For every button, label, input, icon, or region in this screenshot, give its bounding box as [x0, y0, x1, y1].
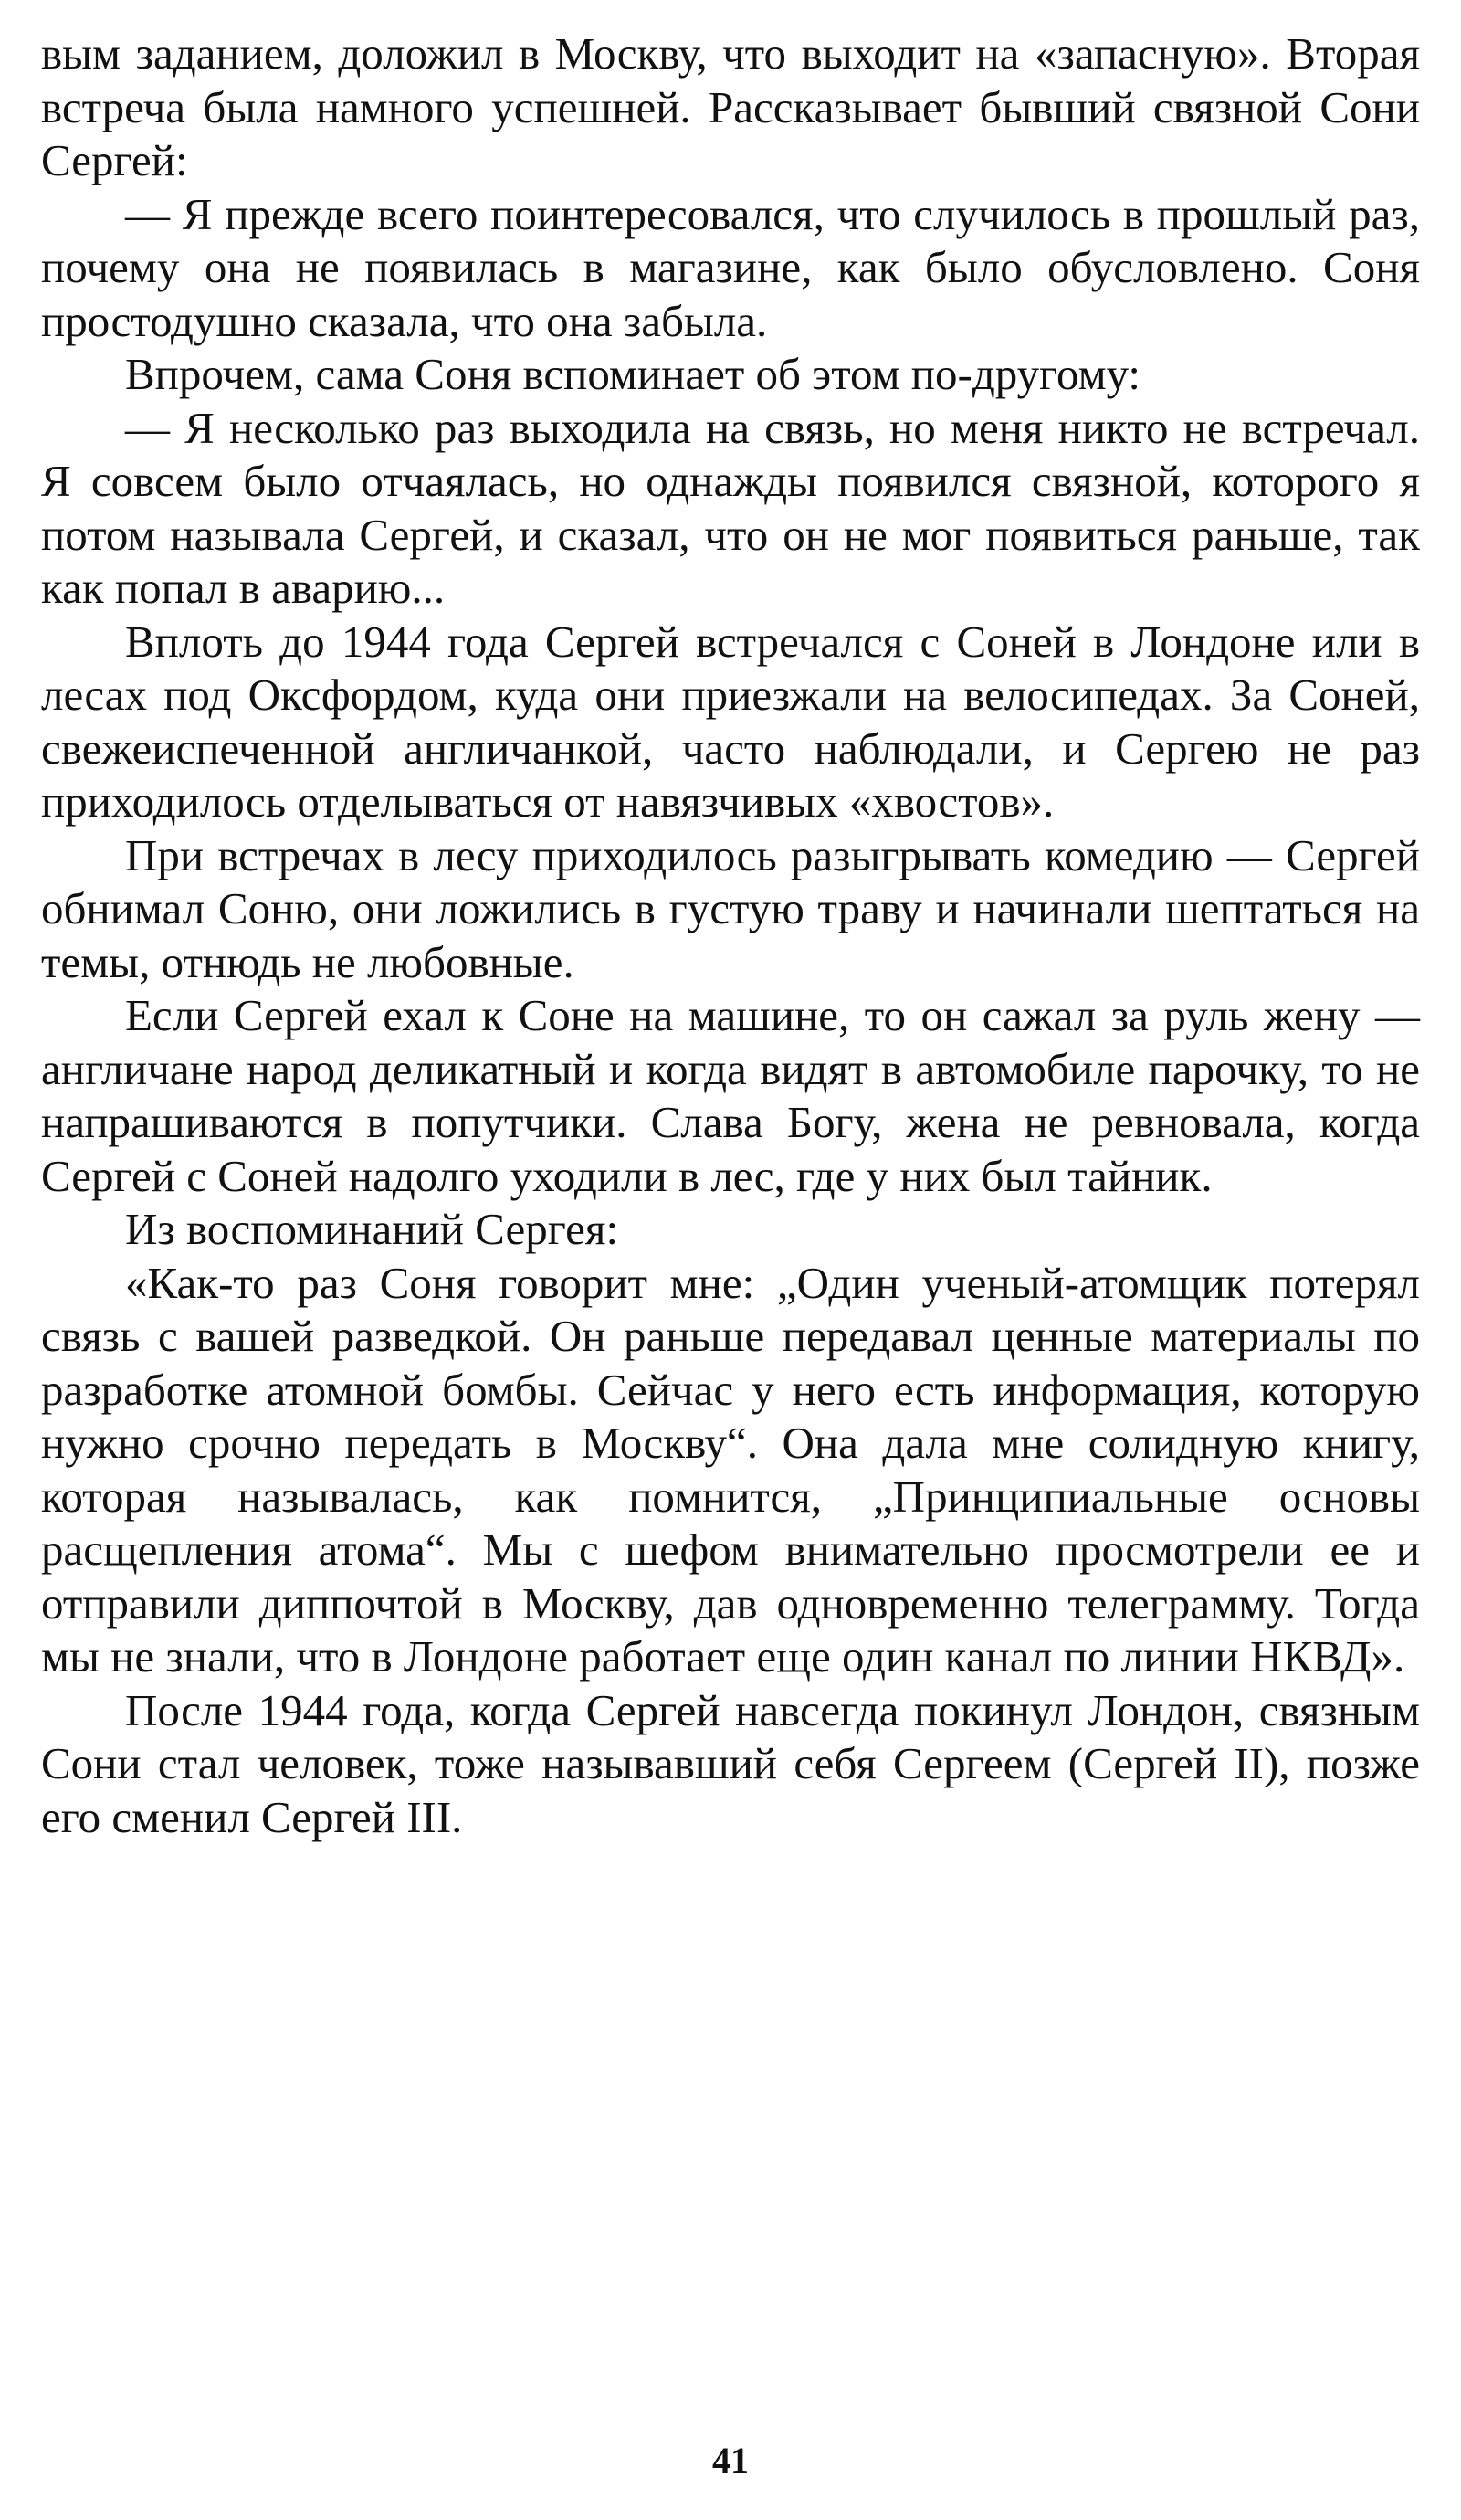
paragraph-dialogue-sergei: — Я прежде всего поинтересовался, что случилось в прошлый раз, почему она не появилась в магазине, как было обусловлено. Соня простодушно сказала, что она забыла.: [41, 188, 1420, 346]
paragraph-continuation: вым заданием, доложил в Москву, что выходит на «запасную». Вторая встреча была намного успешней. Рассказывает бывший связной Сони Сергей:: [41, 28, 1420, 185]
book-page-text: [41, 27, 1420, 1844]
paragraph-sonya-recollection-intro: Впрочем, сама Соня вспоминает об этом по-другому:: [125, 349, 1141, 399]
paragraph-memoirs-quote: «Как-то раз Соня говорит мне: „Один ученый-атомщик потерял связь с вашей разведкой. Он раньше передавал ценные материалы по разработке атомной бомбы. Сейчас у него есть информация, которую нужно срочно передать в Москву“. Она дала мне солидную книгу, которая называлась, как помнится, „Принципиальные основы расщепления атома“. Мы с шефом внимательно просмотрели ее и отправили диппочтой в Москву, дав одновременно телеграмму. Тогда мы не знали, что в Лондоне работает еще один канал по линии НКВД».: [41, 1257, 1420, 1682]
paragraph-dialogue-sonya: — Я несколько раз выходила на связь, но меня никто не встречал. Я совсем было отчаялась, но однажды появился связной, которого я потом называла Сергей, и сказал, что он не мог появиться раньше, так как попал в аварию...: [41, 402, 1420, 613]
paragraph-memoirs-intro: Из воспоминаний Сергея:: [125, 1204, 619, 1254]
paragraph-after-1944: После 1944 года, когда Сергей навсегда покинул Лондон, связным Сони стал человек, тоже называвший себя Сергеем (Сергей II), позже его сменил Сергей III.: [41, 1684, 1420, 1842]
paragraph-car-trips: Если Сергей ехал к Соне на машине, то он сажал за руль жену — англичане народ деликатный и когда видят в автомобиле парочку, то не напрашиваются в попутчики. Слава Богу, жена не ревновала, когда Сергей с Соней надолго уходили в лес, где у них был тайник.: [41, 990, 1420, 1201]
paragraph-forest-meetings: При встречах в лесу приходилось разыгрывать комедию — Сергей обнимал Соню, они ложились в густую траву и начинали шептаться на темы, отнюдь не любовные.: [41, 829, 1420, 987]
paragraph-meetings-until-1944: Вплоть до 1944 года Сергей встречался с Соней в Лондоне или в лесах под Оксфордом, куда они приезжали на велосипедах. За Соней, свежеиспеченной англичанкой, часто наблюдали, и Сергею не раз приходилось отделываться от навязчивых «хвостов».: [41, 616, 1420, 827]
page-number: 41: [712, 2440, 749, 2481]
